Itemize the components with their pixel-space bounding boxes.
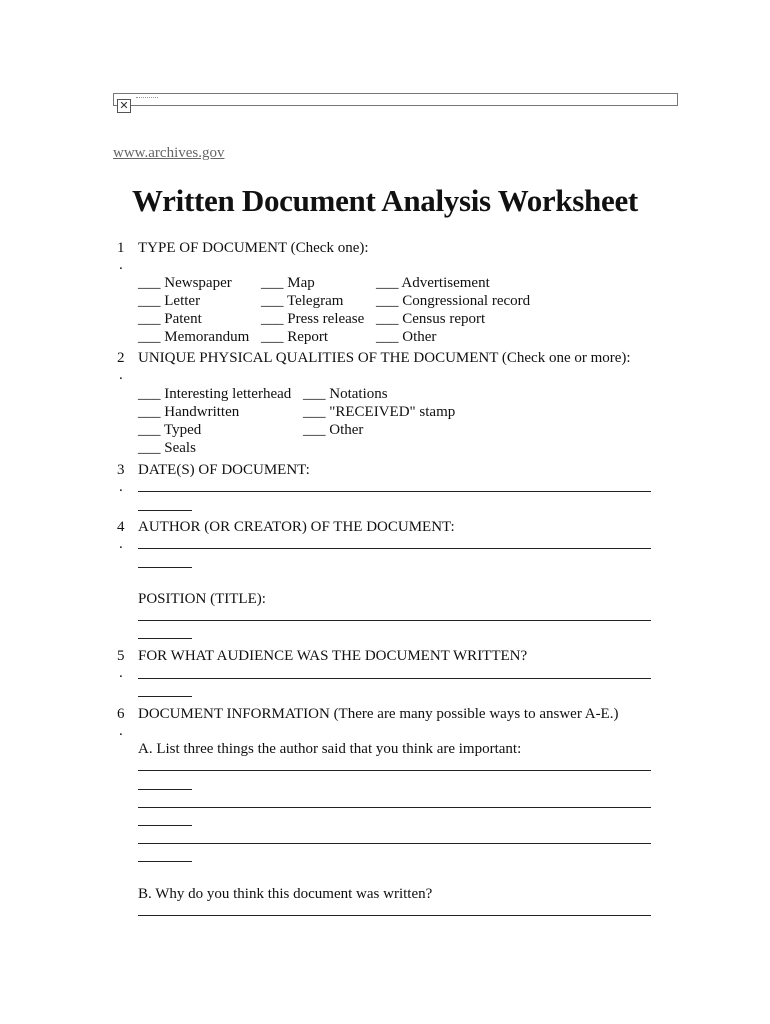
- q4-position-label: POSITION (TITLE):: [138, 591, 266, 607]
- question-number: 1: [117, 240, 125, 256]
- answer-line[interactable]: [138, 825, 192, 826]
- q1-option: ___ Congressional record: [376, 293, 531, 309]
- q2-option: ___ Other: [303, 422, 364, 438]
- answer-line[interactable]: [138, 843, 651, 844]
- question-number: 5: [117, 648, 125, 664]
- image-caption-placeholder: [136, 97, 158, 99]
- answer-line[interactable]: [138, 548, 651, 549]
- answer-line[interactable]: [138, 789, 192, 790]
- q1-option: ___ Newspaper: [138, 275, 232, 291]
- q2-option: ___ Handwritten: [138, 404, 240, 420]
- q2-option: ___ Notations: [303, 386, 388, 402]
- question-number: 2: [117, 350, 125, 366]
- question-dot: .: [119, 479, 123, 495]
- question-dot: .: [119, 665, 123, 681]
- q2-option: ___ Seals: [138, 440, 196, 456]
- question-number: 6: [117, 706, 125, 722]
- q1-option: ___ Memorandum: [138, 329, 250, 345]
- q1-option: ___ Other: [376, 329, 437, 345]
- answer-line[interactable]: [138, 638, 192, 639]
- question-number: 3: [117, 462, 125, 478]
- answer-line[interactable]: [138, 861, 192, 862]
- answer-line[interactable]: [138, 696, 192, 697]
- answer-line[interactable]: [138, 770, 651, 771]
- answer-line[interactable]: [138, 491, 651, 492]
- header-image-frame: [113, 93, 678, 106]
- answer-line[interactable]: [138, 620, 651, 621]
- q2-option: ___ "RECEIVED" stamp: [303, 404, 456, 420]
- q2-option: ___ Interesting letterhead: [138, 386, 292, 402]
- q2-option: ___ Typed: [138, 422, 202, 438]
- q1-option: ___ Advertisement: [376, 275, 490, 291]
- question-number: 4: [117, 519, 125, 535]
- answer-line[interactable]: [138, 915, 651, 916]
- q2-heading: UNIQUE PHYSICAL QUALITIES OF THE DOCUMENT (Check one or more):: [138, 350, 631, 366]
- q1-option: ___ Report: [261, 329, 329, 345]
- q6-heading: DOCUMENT INFORMATION (There are many possible ways to answer A-E.): [138, 706, 619, 722]
- question-dot: .: [119, 367, 123, 383]
- q1-option: ___ Patent: [138, 311, 202, 327]
- q6-part-b: B. Why do you think this document was written?: [138, 886, 433, 902]
- q1-option: ___ Map: [261, 275, 315, 291]
- q5-heading: FOR WHAT AUDIENCE WAS THE DOCUMENT WRITTEN?: [138, 648, 528, 664]
- question-dot: .: [119, 723, 123, 739]
- question-dot: .: [119, 536, 123, 552]
- q1-option: ___ Census report: [376, 311, 486, 327]
- q6-part-a: A. List three things the author said that you think are important:: [138, 741, 522, 757]
- q3-heading: DATE(S) OF DOCUMENT:: [138, 462, 310, 478]
- q1-option: ___ Letter: [138, 293, 201, 309]
- broken-image-icon: ✕: [117, 99, 131, 113]
- q1-option: ___ Press release: [261, 311, 365, 327]
- q4-heading: AUTHOR (OR CREATOR) OF THE DOCUMENT:: [138, 519, 455, 535]
- archives-link[interactable]: www.archives.gov: [113, 145, 225, 161]
- answer-line[interactable]: [138, 807, 651, 808]
- answer-line[interactable]: [138, 678, 651, 679]
- q1-option: ___ Telegram: [261, 293, 344, 309]
- page-title: Written Document Analysis Worksheet: [132, 183, 638, 218]
- answer-line[interactable]: [138, 567, 192, 568]
- question-dot: .: [119, 257, 123, 273]
- answer-line[interactable]: [138, 510, 192, 511]
- q1-heading: TYPE OF DOCUMENT (Check one):: [138, 240, 369, 256]
